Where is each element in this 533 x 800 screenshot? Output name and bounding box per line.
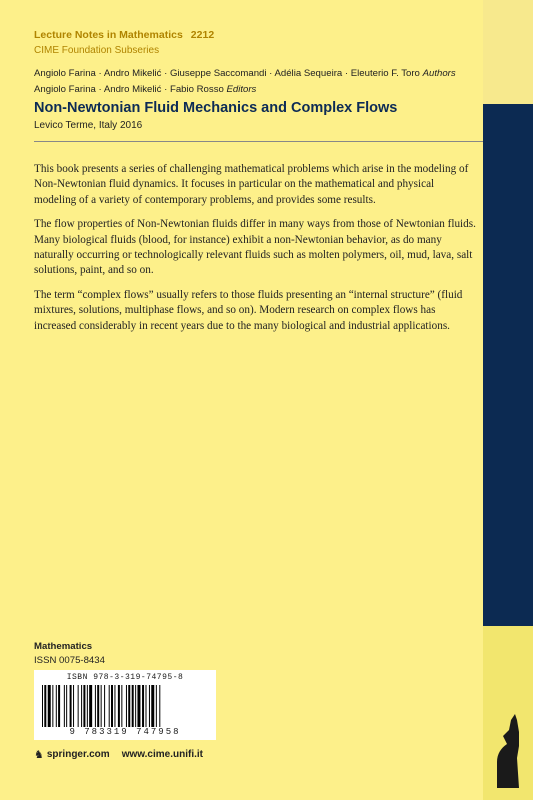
divider — [34, 141, 483, 142]
book-title: Non-Newtonian Fluid Mechanics and Complex Flows — [34, 100, 398, 116]
issn-label: ISSN 0075-8434 — [34, 655, 105, 666]
metadata — [34, 640, 105, 668]
springer-url: springer.com — [46, 749, 110, 760]
footer — [34, 748, 203, 761]
spine-top-panel — [483, 0, 533, 104]
springer-logo-icon — [491, 706, 523, 790]
barcode-icon — [40, 685, 210, 727]
blurb-paragraph: The flow properties of Non-Newtonian fluids differ in many ways from those of Newtonian fluids. Many biological fluids (blood, for instance) exhibit a non-Newtonian behavior, as do many naturally occurring or technologically relevant fluids such as molten polymers, oil, mud, lava, salt solutions, paint, and so on. — [34, 218, 476, 277]
springer-link[interactable] — [34, 748, 110, 761]
cime-link[interactable]: www.cime.unifi.it — [121, 749, 203, 760]
blurb-paragraph: The term “complex flows” usually refers to those fluids presenting an “internal structure” (fluid mixtures, solutions, multiphase flows, and so on). Modern research on complex flows has increased considerably in recent years due to the many biological and industrial applications. — [34, 288, 463, 332]
subject-label: Mathematics — [34, 641, 93, 652]
book-subtitle: Levico Terme, Italy 2016 — [34, 120, 143, 131]
author-names: Angiolo Farina · Andro Mikelić · Giuseppe Saccomandi · Adélia Sequeira · Eleuterio F. Toro — [34, 68, 420, 79]
authors-line — [34, 68, 456, 79]
subseries-name: CIME Foundation Subseries — [34, 45, 160, 56]
barcode-box — [34, 670, 216, 740]
blurb-paragraph: This book presents a series of challenging mathematical problems which arise in the modeling of Non-Newtonian fluid dynamics. It focuses in particular on the mathematical and physical modeling of a variety of contemporary problems, and provides some results. — [34, 163, 469, 206]
series-line — [34, 29, 214, 41]
authors-role: Authors — [422, 68, 456, 79]
series-name: Lecture Notes in Mathematics — [34, 29, 183, 41]
blurb — [34, 162, 476, 343]
isbn-label: ISBN 978-3-319-74795-8 — [66, 673, 184, 682]
editors-role: Editors — [226, 84, 257, 95]
editors-line — [34, 84, 256, 95]
series-number: 2212 — [190, 29, 215, 41]
editor-names: Angiolo Farina · Andro Mikelić · Fabio Rosso — [34, 84, 224, 95]
barcode-digits: 9 783319 747958 — [69, 727, 181, 737]
springer-horse-icon: ♞ — [34, 749, 44, 761]
